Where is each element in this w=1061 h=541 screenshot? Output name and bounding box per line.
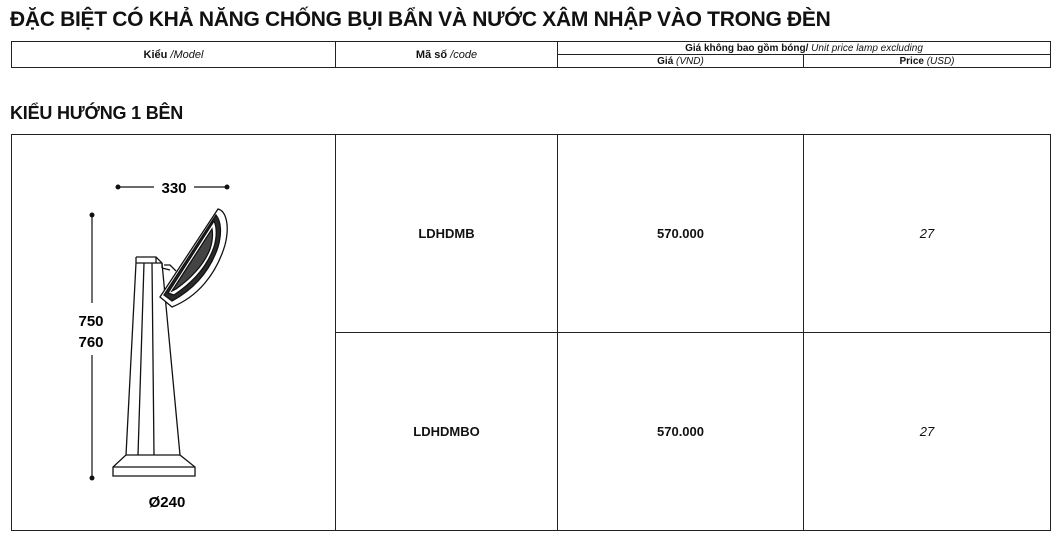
header-model: Kiểu /Model [12,42,336,68]
lamp-head-icon [160,209,227,307]
lamp-drawing-cell [12,135,336,531]
table-row [12,135,1051,333]
product-code: LDHDMBO [336,333,558,531]
price-usd: 27 [804,135,1051,333]
header-price-group: Giá không bao gồm bóng/ Unit price lamp excluding [558,42,1051,55]
height-dimension-label-2: 760 [78,334,104,351]
page-title: ĐẶC BIỆT CÓ KHẢ NĂNG CHỐNG BỤI BẨN VÀ NƯỚC XÂM NHẬP VÀO TRONG ĐÈN [10,8,831,31]
header-code: Mã số /code [336,42,558,68]
height-dimension-label-1: 750 [78,313,104,330]
header-vnd: Giá (VND) [558,55,804,68]
header-usd: Price (USD) [804,55,1051,68]
section-title: KIỂU HƯỚNG 1 BÊN [10,103,184,123]
price-header-table [11,41,1051,68]
price-usd: 27 [804,333,1051,531]
base-dimension-label: Ø240 [148,494,186,511]
product-table [11,134,1051,531]
price-vnd: 570.000 [558,135,804,333]
price-vnd: 570.000 [558,333,804,531]
width-dimension-label: 330 [161,180,187,197]
product-code: LDHDMB [336,135,558,333]
lamp-drawing [12,135,335,530]
